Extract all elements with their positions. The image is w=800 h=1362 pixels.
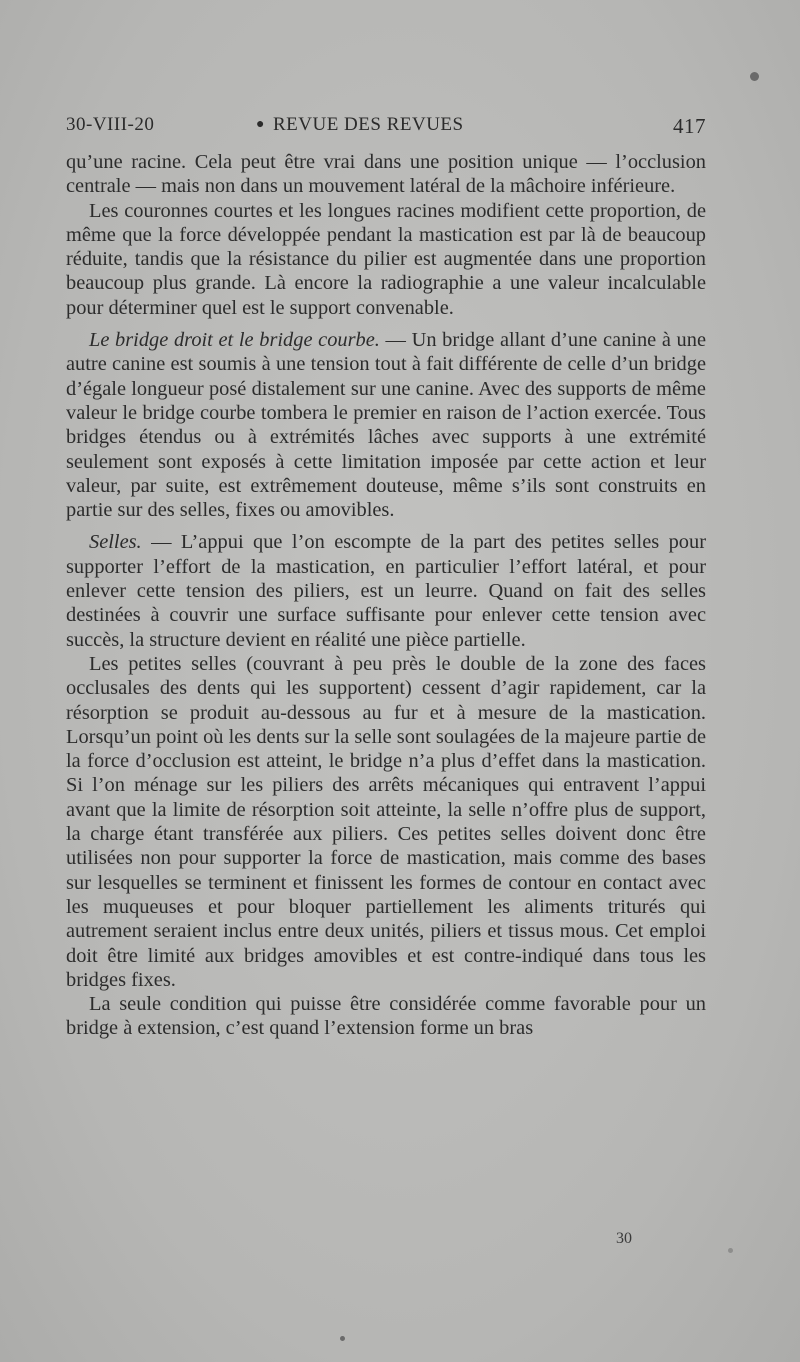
paper-speck [728, 1248, 733, 1253]
paragraph-text: Les couronnes courtes et les longues racines modifient cette proportion, de même que la force développée pendant la mastication est par là de beaucoup réduite, tandis que la résistance du pilier est augmentée dans une proportion beaucoup plus grande. Là encore la radiographie a une valeur incalculable pour déterminer quel est le support convenable. [66, 199, 706, 319]
article-body [66, 150, 706, 1041]
paper-speck [750, 72, 759, 81]
page-number: 417 [673, 114, 706, 138]
paragraph-bridge-droit [66, 328, 706, 522]
paragraph-5 [66, 652, 706, 992]
paragraph-text: — Un bridge allant d’une canine à une autre canine est soumis à une tension tout à fait différente de celle d’un bridge d’égale longueur posé distalement sur une canine. Avec des supports de même valeur le bridge courbe tombera le premier en raison de l’action exercée. Tous bridges étendus ou à extrémités lâches avec supports à une extrémité seulement sont exposés à cette limitation imposée par cette action et leur valeur, par suite, est extrêmement douteuse, même s’ils sont construits en partie sur des selles, fixes ou amovibles. [66, 329, 707, 522]
journal-title-text: REVUE DES REVUES [272, 114, 464, 135]
paragraph-1 [66, 150, 706, 199]
section-heading: Selles. [89, 531, 142, 554]
paragraph-text: La seule condition qui puisse être considérée comme favorable pour un bridge à extension, c’est quand l’extension forme un bras [66, 993, 706, 1040]
paragraph-text: qu’une racine. Cela peut être vrai dans une position unique — l’occlusion centrale — mais non dans un mouvement latéral de la mâchoire inférieure. [66, 151, 706, 198]
journal-title [256, 114, 464, 136]
paragraph-selles [66, 530, 706, 651]
signature-mark: 30 [616, 1230, 632, 1247]
paragraph-text: Les petites selles (couvrant à peu près le double de la zone des faces occlusales des dents qui les supportent) cessent d’agir rapidement, car la résorption se produit au-dessous au fur et à mesure de la mastication. Lorsqu’un point où les dents sur la selle sont soulagées de la majeure partie de la force d’occlusion est atteint, le bridge n’a plus d’effet dans la mastication. Si l’on ménage sur les piliers des arrêts mécaniques qui entravent l’appui avant que la limite de résorption soit atteinte, la selle n’offre plus de support, la charge étant transférée aux piliers. Ces petites selles doivent donc être utilisées non pour supporter la force de mastication, mais comme des bases sur lesquelles se terminent et finissent les formes de contour en contact avec les muqueuses et pour bloquer partiellement les aliments triturés qui autrement seraient inclus entre deux unités, piliers et tissus mous. Cet emploi doit être limité aux bridges amovibles et est contre-indiqué dans tous les bridges fixes. [66, 652, 706, 991]
bullet-icon: ● [256, 117, 265, 132]
paragraph-6 [66, 992, 706, 1041]
paper-speck [340, 1336, 345, 1341]
section-heading: Le bridge droit et le bridge courbe. [89, 329, 380, 352]
paragraph-text: — L’appui que l’on escompte de la part des petites selles pour supporter l’effort de la mastication, en particulier l’effort latéral, et pour enlever cette tension des piliers, est un leurre. Quand on fait des selles destinées à couvrir une surface suffisante pour enlever cette tension avec succès, la structure devient en réalité une pièce partielle. [66, 531, 706, 651]
issue-date: 30-VIII-20 [66, 114, 155, 135]
running-header [66, 114, 706, 142]
paragraph-2 [66, 199, 706, 320]
